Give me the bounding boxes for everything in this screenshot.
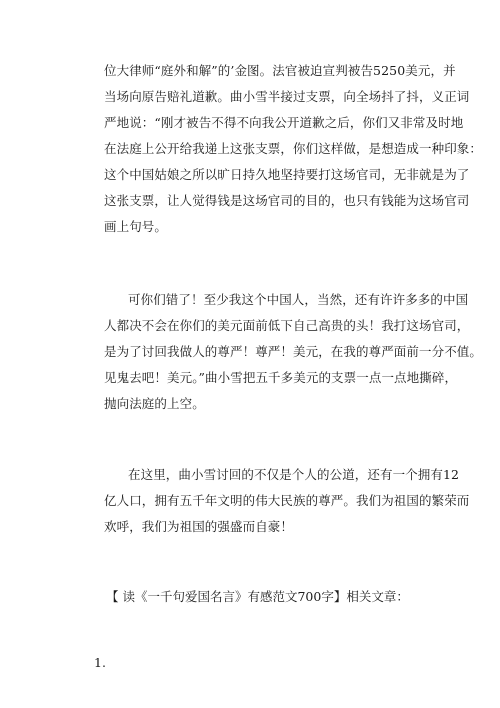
paragraph-2 xyxy=(104,287,483,417)
paragraph-line: 可你们错了！至少我这个中国人，当然，还有许许多多的中国 xyxy=(128,292,469,307)
paragraph-spacer xyxy=(104,610,406,650)
paragraph-line: 这张支票，让人觉得钱是这场官司的目的，也只有钱能为这场官司 xyxy=(104,193,470,208)
paragraph-line: 画上句号。 xyxy=(104,219,168,234)
paragraph-line: 是为了讨回我做人的尊严！尊严！美元，在我的尊严面前一分不值。 xyxy=(104,344,483,359)
paragraph-line: 欢呼，我们为祖国的强盛而自豪！ xyxy=(104,519,294,534)
paragraph-line: 在这里，曲小雪讨回的不仅是个人的公道，还有一个拥有12 xyxy=(128,467,460,482)
related-list-item[interactable]: 1. xyxy=(94,655,106,670)
paragraph-line: 在法庭上公开给我递上这张支票，你们这样做，是想造成一种印象： xyxy=(104,141,483,156)
paragraph-spacer xyxy=(104,417,406,462)
paragraph-line: 当场向原告赔礼道歉。曲小雪半接过支票，向全场抖了抖，义正词 xyxy=(104,89,470,104)
paragraph-line: 抛向法庭的上空。 xyxy=(104,396,205,411)
paragraph-spacer xyxy=(104,240,406,287)
paragraph-1 xyxy=(104,58,483,240)
paragraph-line: 见鬼去吧！美元。”曲小雪把五千多美元的支票一点一点地撕碎， xyxy=(104,370,458,385)
paragraph-line: 严地说：“刚才被告不得不向我公开道歉之后，你们又非常及时地 xyxy=(104,115,464,130)
paragraph-line: 位大律师“庭外和解”的’金图。法官被迫宣判被告5250美元，并 xyxy=(104,63,456,78)
paragraph-line: 这个中国姑娘之所以旷日持久地坚持要打这场官司，无非就是为了 xyxy=(104,167,470,182)
paragraph-line: 亿人口，拥有五千年文明的伟大民族的尊严。我们为祖国的繁荣而 xyxy=(104,493,470,508)
paragraph-spacer xyxy=(104,540,406,584)
related-articles-heading: 【 读《一千句爱国名言》有感范文700字】相关文章： xyxy=(106,589,409,604)
paragraph-3 xyxy=(104,462,470,540)
paragraph-line: 人都决不会在你们的美元面前低下自己高贵的头！我打这场官司， xyxy=(104,318,470,333)
